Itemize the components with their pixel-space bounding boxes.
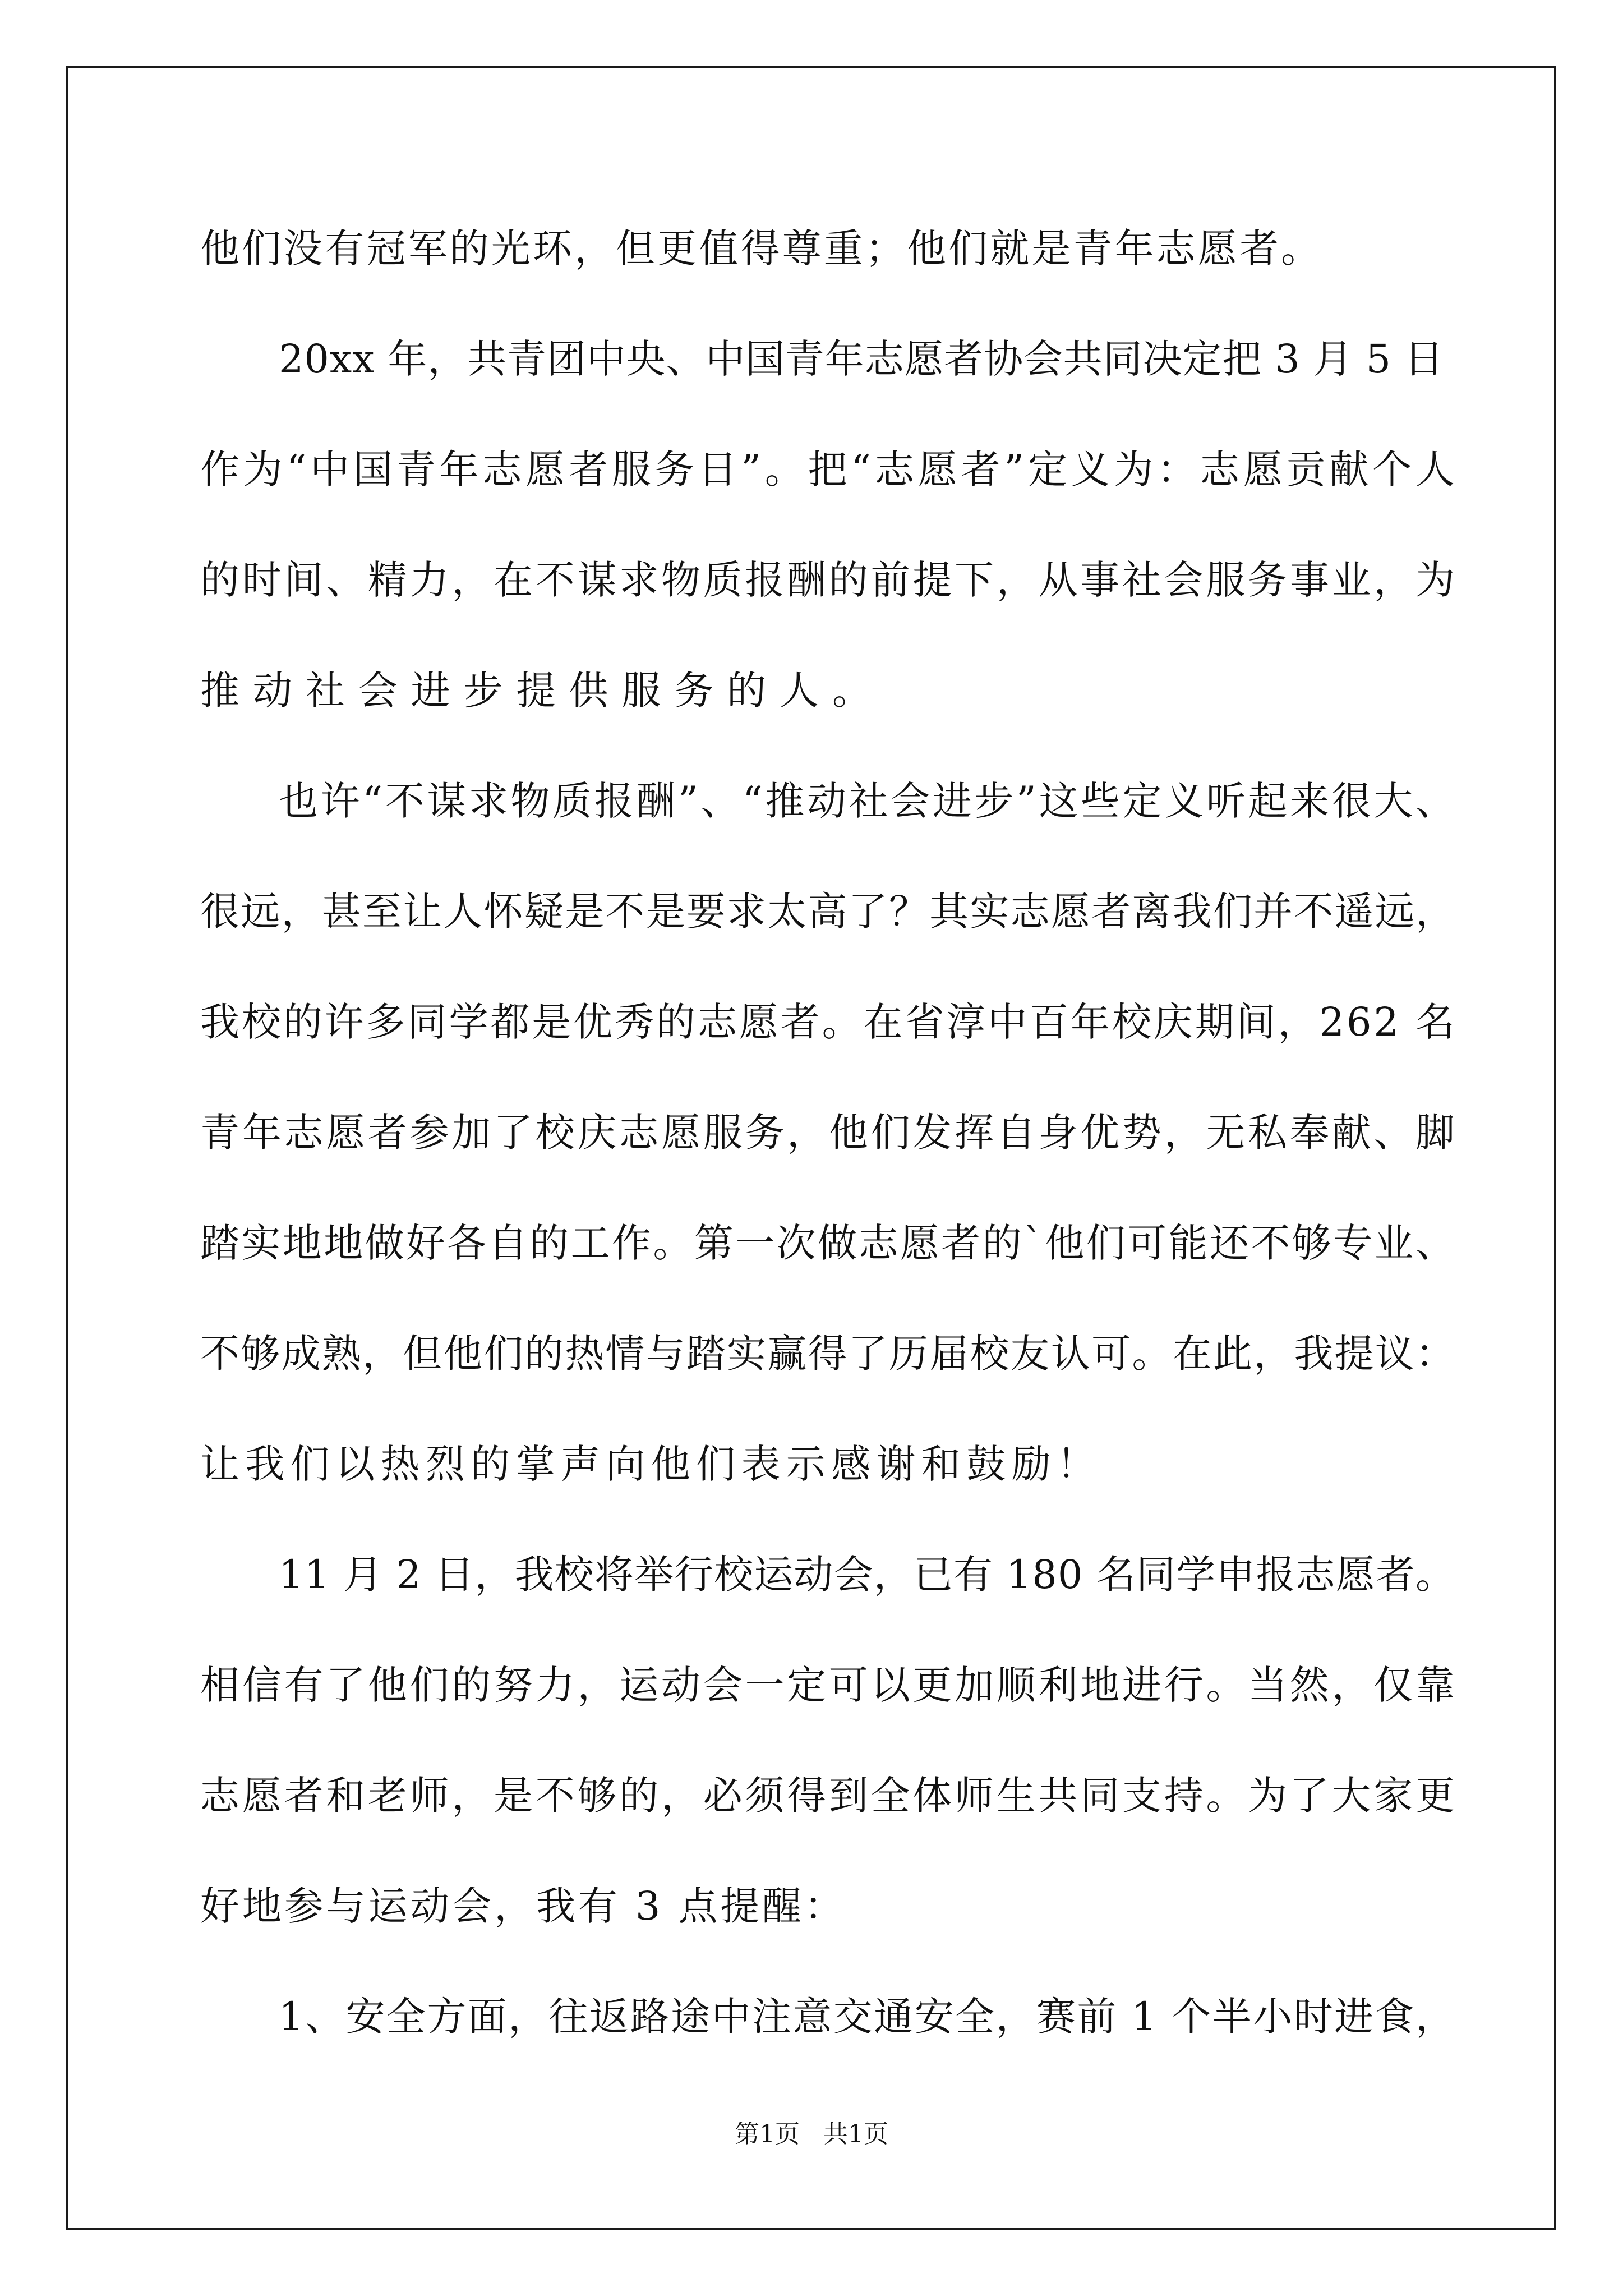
text-line: 好地参与运动会，我有 3 点提醒： xyxy=(200,1883,846,1929)
text-line: 很远，甚至让人怀疑是不是要求太高了？其实志愿者离我们并不遥远， xyxy=(200,889,1456,935)
text-line: 不够成熟，但他们的热情与踏实赢得了历届校友认可。在此，我提议： xyxy=(200,1331,1456,1377)
text-line: 1、安全方面，往返路途中注意交通安全，赛前 1 个半小时进食， xyxy=(279,1994,1456,2040)
text-line: 青年志愿者参加了校庆志愿服务，他们发挥自身优势，无私奉献、脚 xyxy=(200,1110,1458,1156)
text-line: 也许“不谋求物质报酬”、“推动社会进步”这些定义听起来很大、 xyxy=(279,778,1458,824)
text-line: 推动社会进步提供服务的人。 xyxy=(200,668,885,714)
text-line: 他们没有冠军的光环，但更值得尊重；他们就是青年志愿者。 xyxy=(200,226,1323,272)
text-line: 踏实地地做好各自的工作。第一次做志愿者的`他们可能还不够专业、 xyxy=(200,1220,1457,1266)
text-line: 的时间、精力，在不谋求物质报酬的前提下，从事社会服务事业，为 xyxy=(200,557,1458,603)
text-line: 我校的许多同学都是优秀的志愿者。在省淳中百年校庆期间，262 名 xyxy=(200,999,1457,1045)
text-line: 11 月 2 日，我校将举行校运动会，已有 180 名同学申报志愿者。 xyxy=(279,1552,1456,1598)
text-line: 让我们以热烈的掌声向他们表示感谢和鼓励！ xyxy=(200,1441,1102,1487)
page-number-footer: 第1页 共1页 xyxy=(735,2120,888,2148)
text-line: 20xx 年，共青团中央、中国青年志愿者协会共同决定把 3 月 5 日 xyxy=(279,336,1444,382)
text-line: 作为“中国青年志愿者服务日”。把“志愿者”定义为：志愿贡献个人 xyxy=(200,447,1459,493)
text-line: 相信有了他们的努力，运动会一定可以更加顺利地进行。当然，仅靠 xyxy=(200,1662,1458,1708)
text-line: 志愿者和老师，是不够的，必须得到全体师生共同支持。为了大家更 xyxy=(200,1773,1458,1819)
